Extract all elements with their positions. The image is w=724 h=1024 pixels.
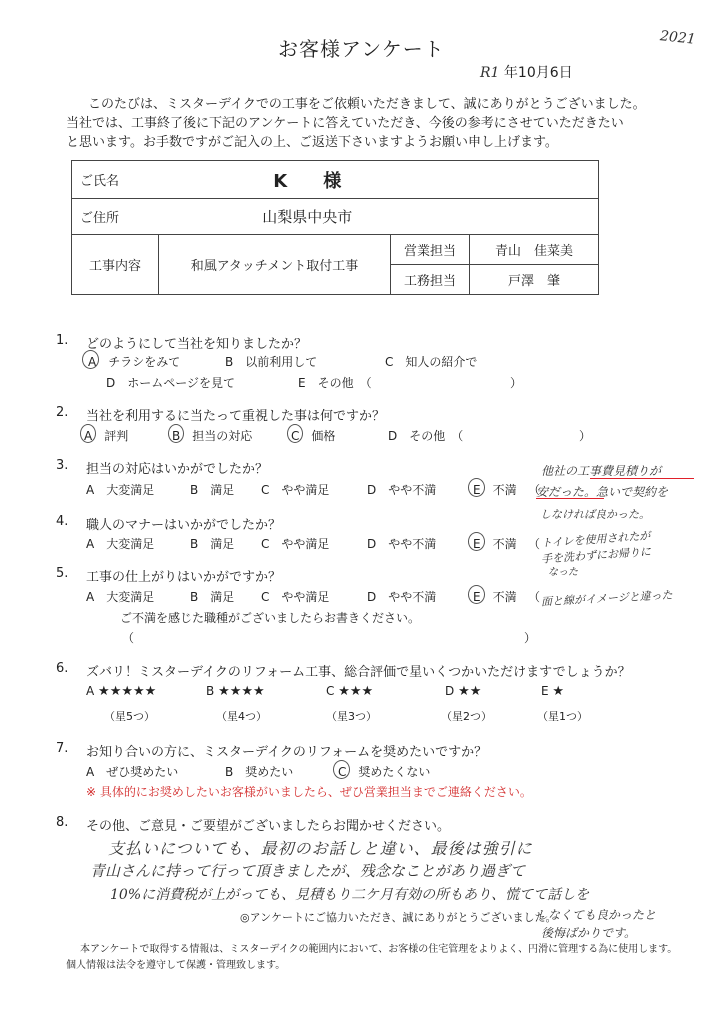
q7-number: 7. (56, 741, 69, 756)
q6-c-label: C (326, 684, 335, 698)
q1-option-b: B 以前利用して (225, 355, 318, 369)
q4-option-e: E 不満 (473, 537, 517, 551)
q6-a-stars: ★★★★★ (98, 684, 157, 699)
q4-paren: （ (528, 537, 541, 551)
q4-option-b: B 満足 (190, 537, 235, 551)
address-value: 山梨県中央市 (159, 199, 599, 235)
q6-e-stars: ★ (552, 684, 565, 699)
q6-option-a (86, 684, 156, 699)
q8-number: 8. (56, 815, 69, 830)
intro-line-3: と思います。お手数ですがご記入の上、ご返送下さいますようお願い申し上げます。 (66, 135, 558, 150)
footer-line-2: 個人情報は法令を遵守して保護・管理致します。 (66, 960, 286, 971)
q2-option-d: D その他 （ (388, 429, 464, 443)
q5-option-d: D やや不満 (367, 590, 437, 604)
q8-answer-line-3: 10%に消費税が上がっても、見積もり二ケ月有効の所もあり、慌てて話しを (110, 887, 590, 903)
q6-b-stars: ★★★★ (218, 684, 265, 699)
q8-answer-line-2: 青山さんに持って行って頂きましたが、残念なことがあり過ぎて (90, 862, 526, 880)
q3-note-line-2: 安だった。急いで契約を (536, 485, 669, 499)
q7-notice: ※ 具体的にお奨めしたいお客様がいましたら、ぜひ営業担当までご連絡ください。 (86, 785, 532, 799)
q5-note: 面と線がイメージと違った (540, 588, 673, 609)
q5-e-circle (468, 585, 485, 604)
q6-a-label: A (86, 684, 95, 698)
tech-value: 戸澤 肇 (470, 265, 599, 295)
q6-text: ズバリ！ミスターデイクのリフォーム工事、総合評価で星いくつかいただけますでしょうか？ (86, 665, 631, 680)
sales-value: 青山 佳菜美 (470, 235, 599, 265)
q6-c-stars: ★★★ (338, 684, 374, 699)
q6-e-caption: （星1つ） (537, 710, 588, 723)
name-value: K 様 (159, 161, 599, 199)
q5-number: 5. (56, 566, 69, 581)
work-label: 工事内容 (72, 235, 159, 295)
q8-text: その他、ご意見・ご要望がございましたらお聞かせください。 (86, 819, 451, 834)
q2-option-c: C 価格 (291, 429, 336, 443)
q3-red-underline-2 (536, 498, 604, 499)
q5-option-c: C やや満足 (261, 590, 330, 604)
work-value: 和風アタッチメント取付工事 (159, 235, 391, 295)
page-title: お客様アンケート (278, 37, 445, 61)
q3-number: 3. (56, 458, 69, 473)
q1-option-e: E その他 （ (298, 376, 372, 390)
q5-text: 工事の仕上がりはいかがですか？ (86, 570, 282, 585)
tech-label: 工務担当 (391, 265, 470, 295)
q5-option-b: B 満足 (190, 590, 235, 604)
q4-note-line-2: 手を洗わずにお帰りに (540, 545, 652, 566)
sales-label: 営業担当 (391, 235, 470, 265)
date-rest: 年10月6日 (503, 65, 573, 81)
q6-option-c (326, 684, 373, 699)
q7-option-a: A ぜひ奨めたい (86, 765, 179, 779)
q5-subquestion: ご不満を感じた職種がございましたらお書きください。 (120, 611, 421, 625)
q4-option-d: D やや不満 (367, 537, 437, 551)
q4-note-line-1: トイレを使用されたが (540, 529, 651, 550)
q7-c-circle (333, 760, 350, 779)
q7-option-b: B 奨めたい (225, 765, 294, 779)
q3-option-d: D やや不満 (367, 483, 437, 497)
q5-option-e: E 不満 (473, 590, 517, 604)
date-era: R1 (480, 65, 500, 81)
q2-number: 2. (56, 405, 69, 420)
q6-b-label: B (206, 684, 215, 698)
year-handwritten: 2021 (659, 28, 697, 48)
q6-number: 6. (56, 661, 69, 676)
q6-option-d (445, 684, 481, 699)
q5-option-a: A 大変満足 (86, 590, 155, 604)
q3-note-line-1: 他社の工事費見積りが (541, 464, 662, 478)
q3-paren: （ (528, 483, 541, 497)
q6-d-label: D (445, 684, 455, 698)
q3-option-a: A 大変満足 (86, 483, 155, 497)
q4-note-line-3: なった (548, 567, 578, 578)
q1-text: どのようにして当社を知りましたか？ (86, 337, 308, 352)
q2-option-a: A 評判 (84, 429, 129, 443)
q5-paren: （ (528, 590, 541, 604)
q4-e-circle (468, 532, 485, 551)
q2-text: 当社を利用するに当たって重視した事は何ですか？ (86, 409, 386, 424)
q4-number: 4. (56, 514, 69, 529)
address-label: ご住所 (72, 199, 159, 235)
q3-text: 担当の対応はいかがでしたか？ (86, 462, 269, 477)
q6-option-e (541, 684, 564, 699)
q6-d-caption: （星2つ） (441, 710, 492, 723)
q2-option-b: B 担当の対応 (172, 429, 253, 443)
q5-paren-open: （ (122, 631, 135, 645)
q3-option-c: C やや満足 (261, 483, 330, 497)
q5-paren-close: ） (524, 631, 537, 645)
q1-option-a: A チラシをみて (88, 355, 181, 369)
q6-b-caption: （星4つ） (216, 710, 267, 723)
q1-option-d: D ホームページを見て (106, 376, 236, 390)
q1-option-c: C 知人の紹介で (385, 355, 478, 369)
q1-number: 1. (56, 333, 69, 348)
intro-line-1: このたびは、ミスターデイクでの工事をご依頼いただきまして、誠にありがとうございました。 (88, 97, 646, 112)
q3-red-underline (590, 478, 694, 479)
q6-option-b (206, 684, 265, 699)
q8-answer-line-1: 支払いについても、最初のお話しと違い、最後は強引に (108, 839, 533, 858)
q4-option-a: A 大変満足 (86, 537, 155, 551)
footer-line-1: 本アンケートで取得する情報は、ミスターデイクの範囲内において、お客様の住宅管理をよりよく、円滑に管理する為に使用します。 (80, 944, 678, 955)
q7-option-c: C 奨めたくない (338, 765, 431, 779)
q6-c-caption: （星3つ） (326, 710, 377, 723)
q3-option-b: B 満足 (190, 483, 235, 497)
q2-option-d-close: ） (579, 429, 592, 443)
q4-text: 職人のマナーはいかがでしたか？ (86, 518, 282, 533)
customer-info-table (71, 160, 599, 295)
q1-a-circle (82, 350, 99, 369)
q1-option-e-close: ） (510, 376, 523, 390)
q3-note-line-3: しなければ良かった。 (540, 508, 650, 521)
q6-a-caption: （星5つ） (104, 710, 155, 723)
q6-d-stars: ★★ (458, 684, 482, 699)
thanks-message: ◎アンケートにご協力いただき、誠にありがとうございました。 (240, 911, 557, 924)
q8-answer-line-5: 後悔ばかりです。 (541, 926, 637, 940)
q4-option-c: C やや満足 (261, 537, 330, 551)
q3-e-circle (468, 478, 485, 497)
q7-text: お知り合いの方に、ミスターデイクのリフォームを奨めたいですか？ (86, 745, 488, 760)
q2-a-circle (80, 424, 96, 443)
q8-answer-line-4: しなくても良かったと (536, 908, 657, 922)
intro-line-2: 当社では、工事終了後に下記のアンケートに答えていただき、今後の参考にさせていただきたい (66, 116, 624, 131)
q2-c-circle (287, 424, 303, 443)
q6-e-label: E (541, 684, 549, 698)
survey-date (480, 62, 573, 82)
q3-option-e: E 不満 (473, 483, 517, 497)
q2-b-circle (168, 424, 184, 443)
name-label: ご氏名 (72, 161, 159, 199)
